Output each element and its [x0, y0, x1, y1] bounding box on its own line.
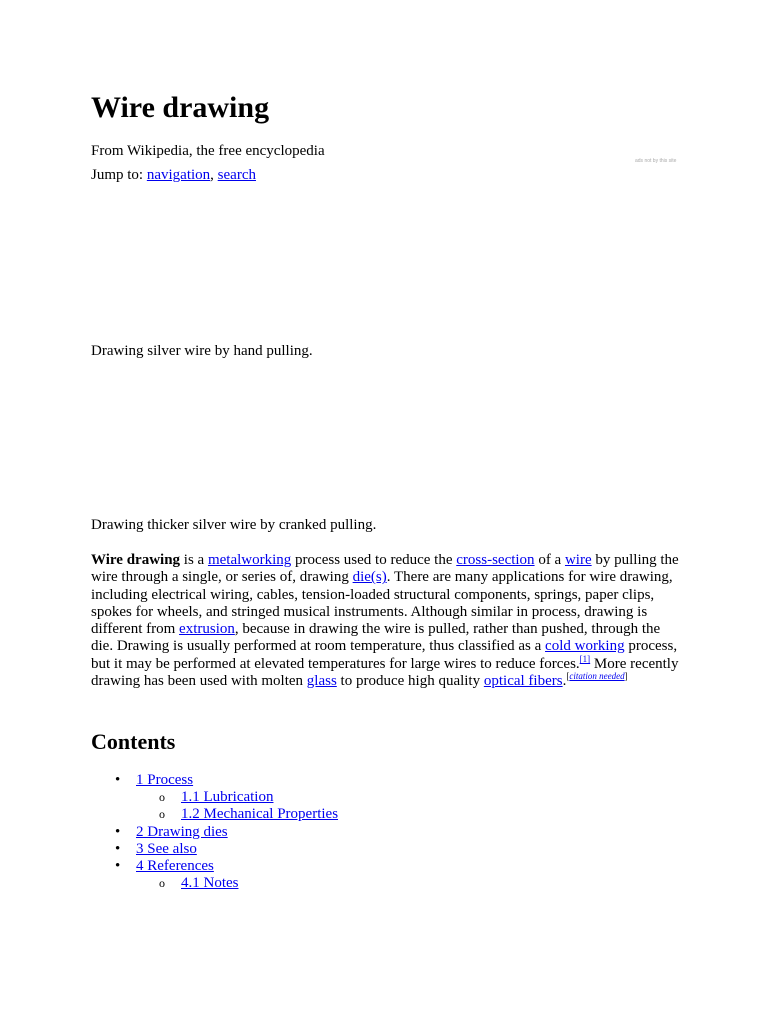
intro-text: of a [534, 552, 565, 568]
toc-link-drawing-dies[interactable]: 2 Drawing dies [136, 823, 228, 840]
jump-prefix: Jump to: [91, 167, 147, 183]
search-link[interactable]: search [217, 167, 256, 183]
toc-link-lubrication[interactable]: 1.1 Lubrication [181, 789, 274, 806]
toc-item [91, 841, 338, 858]
intro-text: is a [180, 552, 208, 568]
intro-text: to produce high quality [336, 673, 484, 690]
toc-item [91, 858, 338, 892]
toc-sublist [136, 875, 338, 892]
toc-item [91, 772, 338, 824]
contents-heading: Contents [91, 729, 176, 754]
toc-link-references[interactable]: 4 References [136, 858, 214, 875]
toc-link-see-also[interactable]: 3 See also [136, 840, 197, 857]
dies-link[interactable]: die(s) [352, 569, 387, 586]
toc-sublist [136, 789, 338, 823]
intro-text: process used to reduce the [291, 552, 457, 568]
citation-needed [566, 671, 627, 681]
citation-bracket: ] [624, 671, 628, 682]
intro-paragraph [91, 552, 681, 690]
site-tagline: From Wikipedia, the free encyclopedia [91, 143, 325, 159]
intro-text: by pulling the wire through a single, or series of, drawing [91, 552, 679, 586]
page-title: Wire drawing [91, 91, 270, 124]
image-caption-hand-pulling: Drawing silver wire by hand pulling. [91, 343, 313, 359]
citation-needed-link[interactable]: citation needed [569, 671, 625, 682]
toc-link-process[interactable]: 1 Process [136, 772, 194, 788]
intro-text: . [562, 673, 567, 690]
metalworking-link[interactable]: metalworking [207, 552, 292, 568]
intro-text: . There are many applications for wire drawing, including electrical wiring, cables, tension-loaded structural components, springs, paper clips, spokes for wheels, and stringed musical instruments. Although similar in process, drawing is different from [91, 569, 673, 638]
table-of-contents [91, 772, 338, 892]
toc-item [91, 824, 338, 841]
jump-separator: , [210, 167, 218, 183]
toc-link-mechanical-properties[interactable]: 1.2 Mechanical Properties [181, 806, 339, 823]
extrusion-link[interactable]: extrusion [179, 621, 235, 638]
cold-working-link[interactable]: cold working [545, 638, 625, 655]
optical-fibers-link[interactable]: optical fibers [483, 673, 563, 690]
citation-bracket: [ [566, 671, 570, 682]
glass-link[interactable]: glass [306, 673, 337, 690]
intro-bold-term: Wire drawing [91, 552, 181, 568]
cross-section-link[interactable]: cross-section [456, 552, 535, 568]
jump-to-links [91, 166, 256, 184]
toc-subitem [136, 806, 338, 823]
navigation-link[interactable]: navigation [146, 167, 211, 183]
ad-note: ads not by this site [635, 158, 677, 164]
toc-subitem [136, 875, 338, 892]
wire-link[interactable]: wire [564, 552, 592, 568]
reference-1-link[interactable]: [1] [579, 653, 591, 664]
image-caption-cranked-pulling: Drawing thicker silver wire by cranked pulling. [91, 517, 377, 533]
toc-subitem [136, 789, 338, 806]
intro-text: , because in drawing the wire is pulled, rather than pushed, through the die. Drawing is usually performed at room temperature, thus classified as a [91, 621, 661, 655]
intro-text: More recently drawing has been used with molten [91, 655, 679, 690]
intro-text: process, but it may be performed at elevated temperatures for large wires to reduce forces. [91, 638, 678, 672]
toc-link-notes[interactable]: 4.1 Notes [181, 875, 239, 892]
